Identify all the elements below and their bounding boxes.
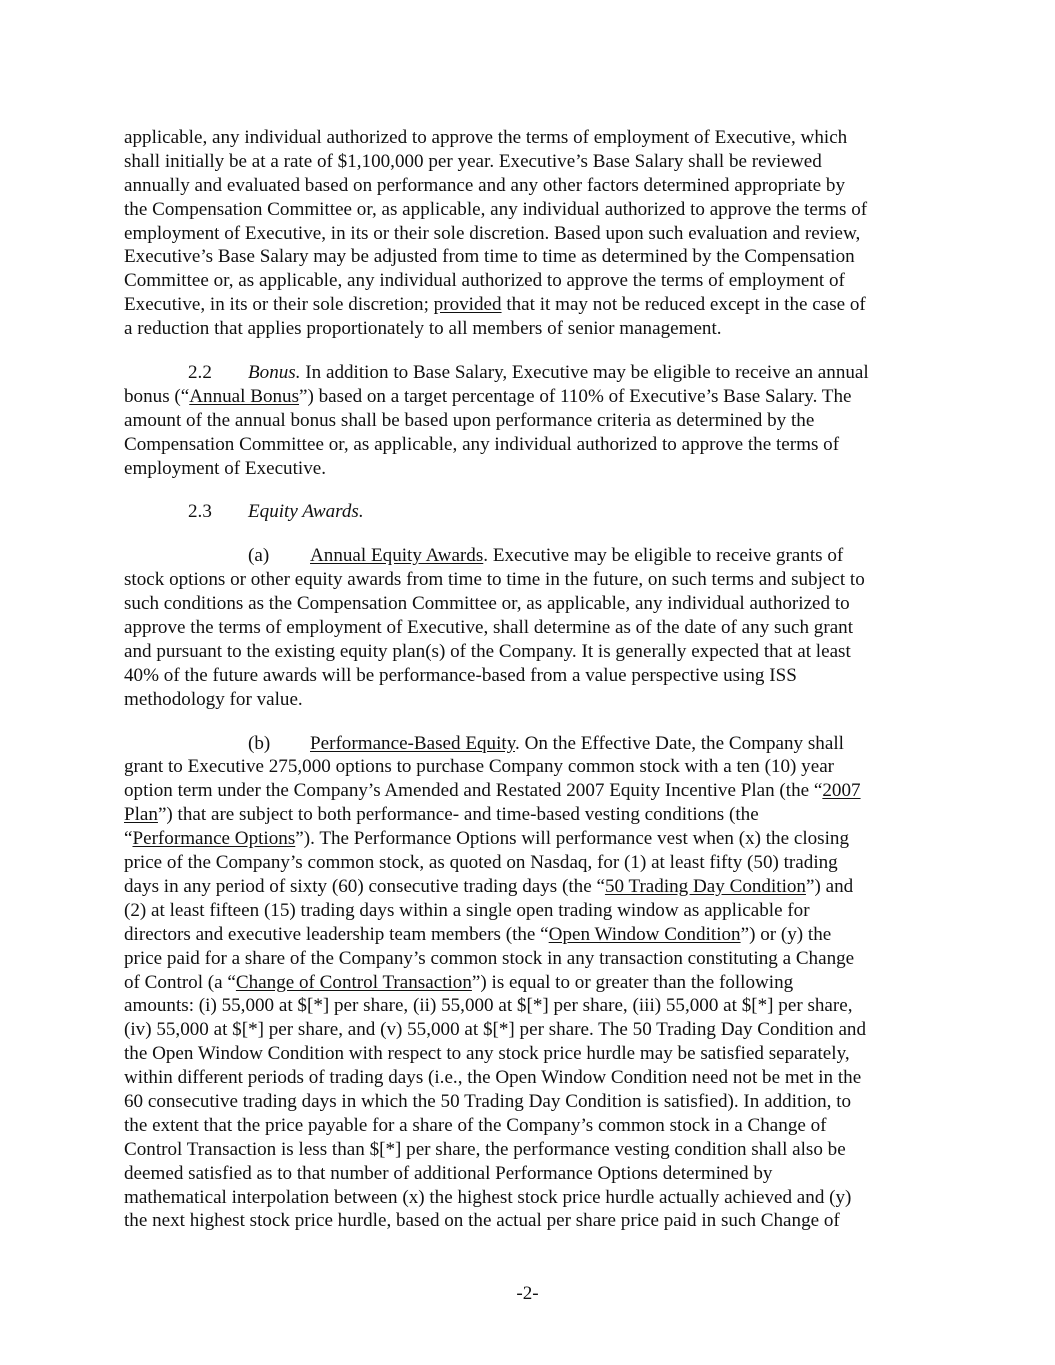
- text-run: that it may not be reduced except in the case of: [501, 294, 866, 316]
- text-line: the Open Window Condition with respect to any stock price hurdle may be satisfied separately,: [124, 1043, 850, 1065]
- text-line: 60 consecutive trading days in which the 50 Trading Day Condition is satisfied). In addition, to: [124, 1090, 852, 1112]
- text-line: shall initially be at a rate of $1,100,000 per year. Executive’s Base Salary shall be reviewed: [124, 150, 822, 172]
- text-line: [124, 544, 936, 568]
- section-2-3-equity-awards: [124, 500, 936, 524]
- text-line: price paid for a share of the Company’s common stock in any transaction constituting a Change: [124, 947, 855, 969]
- text-line: [124, 361, 936, 385]
- defined-term-2007-plan: Plan: [124, 804, 158, 826]
- text-line: and pursuant to the existing equity plan(s) of the Company. It is generally expected that at least: [124, 640, 851, 662]
- subsection-heading: Annual Equity Awards: [310, 545, 484, 567]
- text-line: the extent that the price payable for a share of the Company’s common stock in a Change of: [124, 1114, 827, 1136]
- subsection-a-annual-equity-awards: [124, 544, 936, 711]
- defined-term-provided: provided: [433, 294, 502, 316]
- defined-term-2007-plan: 2007: [822, 780, 861, 802]
- text-line: applicable, any individual authorized to approve the terms of employment of Executive, which: [124, 127, 848, 148]
- text-line: annually and evaluated based on performance and any other factors determined appropriate by: [124, 174, 846, 196]
- text-line: [124, 385, 936, 409]
- page-number: -2-: [516, 1283, 539, 1304]
- text-line: such conditions as the Compensation Committee or, as applicable, any individual authorized to: [124, 593, 850, 615]
- text-line: a reduction that applies proportionately to all members of senior management.: [124, 318, 722, 340]
- section-title: Bonus.: [248, 362, 301, 384]
- text-line: Executive’s Base Salary may be adjusted from time to time as determined by the Compensation: [124, 246, 855, 268]
- text-line: [124, 500, 936, 524]
- section-2-2-bonus: [124, 361, 936, 480]
- base-salary-paragraph: [124, 126, 936, 341]
- defined-term-change-of-control-transaction: Change of Control Transaction: [235, 971, 472, 993]
- text-run: directors and executive leadership team members (the “: [124, 923, 549, 945]
- subsection-b-performance-based-equity: [124, 732, 936, 1234]
- text-line: price of the Company’s common stock, as quoted on Nasdaq, for (1) at least fifty (50) trading: [124, 852, 838, 874]
- text-line: approve the terms of employment of Executive, shall determine as of the date of any such grant: [124, 617, 854, 639]
- defined-term-50-trading-day-condition: 50 Trading Day Condition: [604, 875, 806, 897]
- text-line: [124, 779, 936, 803]
- text-line: amounts: (i) 55,000 at $[*] per share, (ii) 55,000 at $[*] per share, (iii) 55,000 at $[*] per share,: [124, 995, 853, 1017]
- text-line: mathematical interpolation between (x) the highest stock price hurdle actually achieved and (y): [124, 1186, 852, 1208]
- subsection-label: (a): [248, 545, 270, 567]
- text-run: days in any period of sixty (60) consecutive trading days (the “: [124, 875, 605, 897]
- text-run: “: [124, 828, 133, 850]
- defined-term-annual-bonus: Annual Bonus: [189, 385, 300, 407]
- text-line: Control Transaction is less than $[*] per share, the performance vesting condition shall also be: [124, 1138, 846, 1160]
- section-number: 2.2: [188, 362, 212, 384]
- text-run: . On the Effective Date, the Company shall: [515, 732, 844, 754]
- text-line: [124, 875, 936, 899]
- text-run: ”) is equal to or greater than the following: [471, 971, 794, 993]
- subsection-label: (b): [248, 732, 271, 754]
- defined-term-open-window-condition: Open Window Condition: [548, 923, 741, 945]
- text-line: amount of the annual bonus shall be based upon performance criteria as determined by the: [124, 409, 815, 431]
- text-line: deemed satisfied as to that number of additional Performance Options determined by: [124, 1162, 773, 1184]
- text-line: the Compensation Committee or, as applicable, any individual authorized to approve the terms of: [124, 198, 868, 220]
- text-run: bonus (“: [124, 385, 190, 407]
- text-line: Compensation Committee or, as applicable, any individual authorized to approve the terms of: [124, 433, 840, 455]
- defined-term-performance-options: Performance Options: [132, 828, 296, 850]
- text-run: In addition to Base Salary, Executive may be eligible to receive an annual: [300, 362, 869, 384]
- text-line: grant to Executive 275,000 options to purchase Company common stock with a ten (10) year: [124, 756, 835, 778]
- document-page: [124, 126, 936, 1253]
- text-line: 40% of the future awards will be performance-based from a value perspective using ISS: [124, 664, 797, 686]
- text-line: [124, 732, 936, 756]
- text-line: (2) at least fifteen (15) trading days within a single open trading window as applicable for: [124, 899, 810, 921]
- section-number: 2.3: [188, 501, 212, 523]
- text-line: within different periods of trading days (i.e., the Open Window Condition need not be met in the: [124, 1067, 862, 1089]
- text-run: ”) or (y) the: [740, 923, 832, 945]
- text-run: . Executive may be eligible to receive grants of: [483, 545, 844, 567]
- text-run: ”). The Performance Options will performance vest when (x) the closing: [295, 828, 849, 850]
- text-line: [124, 803, 936, 827]
- text-line: [124, 293, 936, 317]
- text-line: (iv) 55,000 at $[*] per share, and (v) 55,000 at $[*] per share. The 50 Trading Day Condition and: [124, 1019, 867, 1041]
- text-run: ”) and: [805, 875, 854, 897]
- text-line: [124, 923, 936, 947]
- text-line: employment of Executive, in its or their sole discretion. Based upon such evaluation and review,: [124, 222, 861, 244]
- text-line: Committee or, as applicable, any individual authorized to approve the terms of employment of: [124, 270, 845, 292]
- text-line: methodology for value.: [124, 688, 303, 710]
- text-run: ”) based on a target percentage of 110% of Executive’s Base Salary. The: [299, 385, 852, 407]
- text-line: employment of Executive.: [124, 457, 327, 479]
- text-line: the next highest stock price hurdle, based on the actual per share price paid in such Change of: [124, 1210, 840, 1232]
- text-run: of Control (a “: [124, 971, 236, 993]
- text-line: [124, 827, 936, 851]
- text-run: option term under the Company’s Amended and Restated 2007 Equity Incentive Plan (the “: [124, 780, 823, 802]
- subsection-heading: Performance-Based Equity: [310, 732, 516, 754]
- section-title: Equity Awards.: [248, 501, 364, 523]
- text-line: stock options or other equity awards from time to time in the future, on such terms and subject to: [124, 569, 865, 591]
- text-line: [124, 971, 936, 995]
- text-run: Executive, in its or their sole discretion;: [124, 294, 434, 316]
- text-run: ”) that are subject to both performance- and time-based vesting conditions (the: [157, 804, 759, 826]
